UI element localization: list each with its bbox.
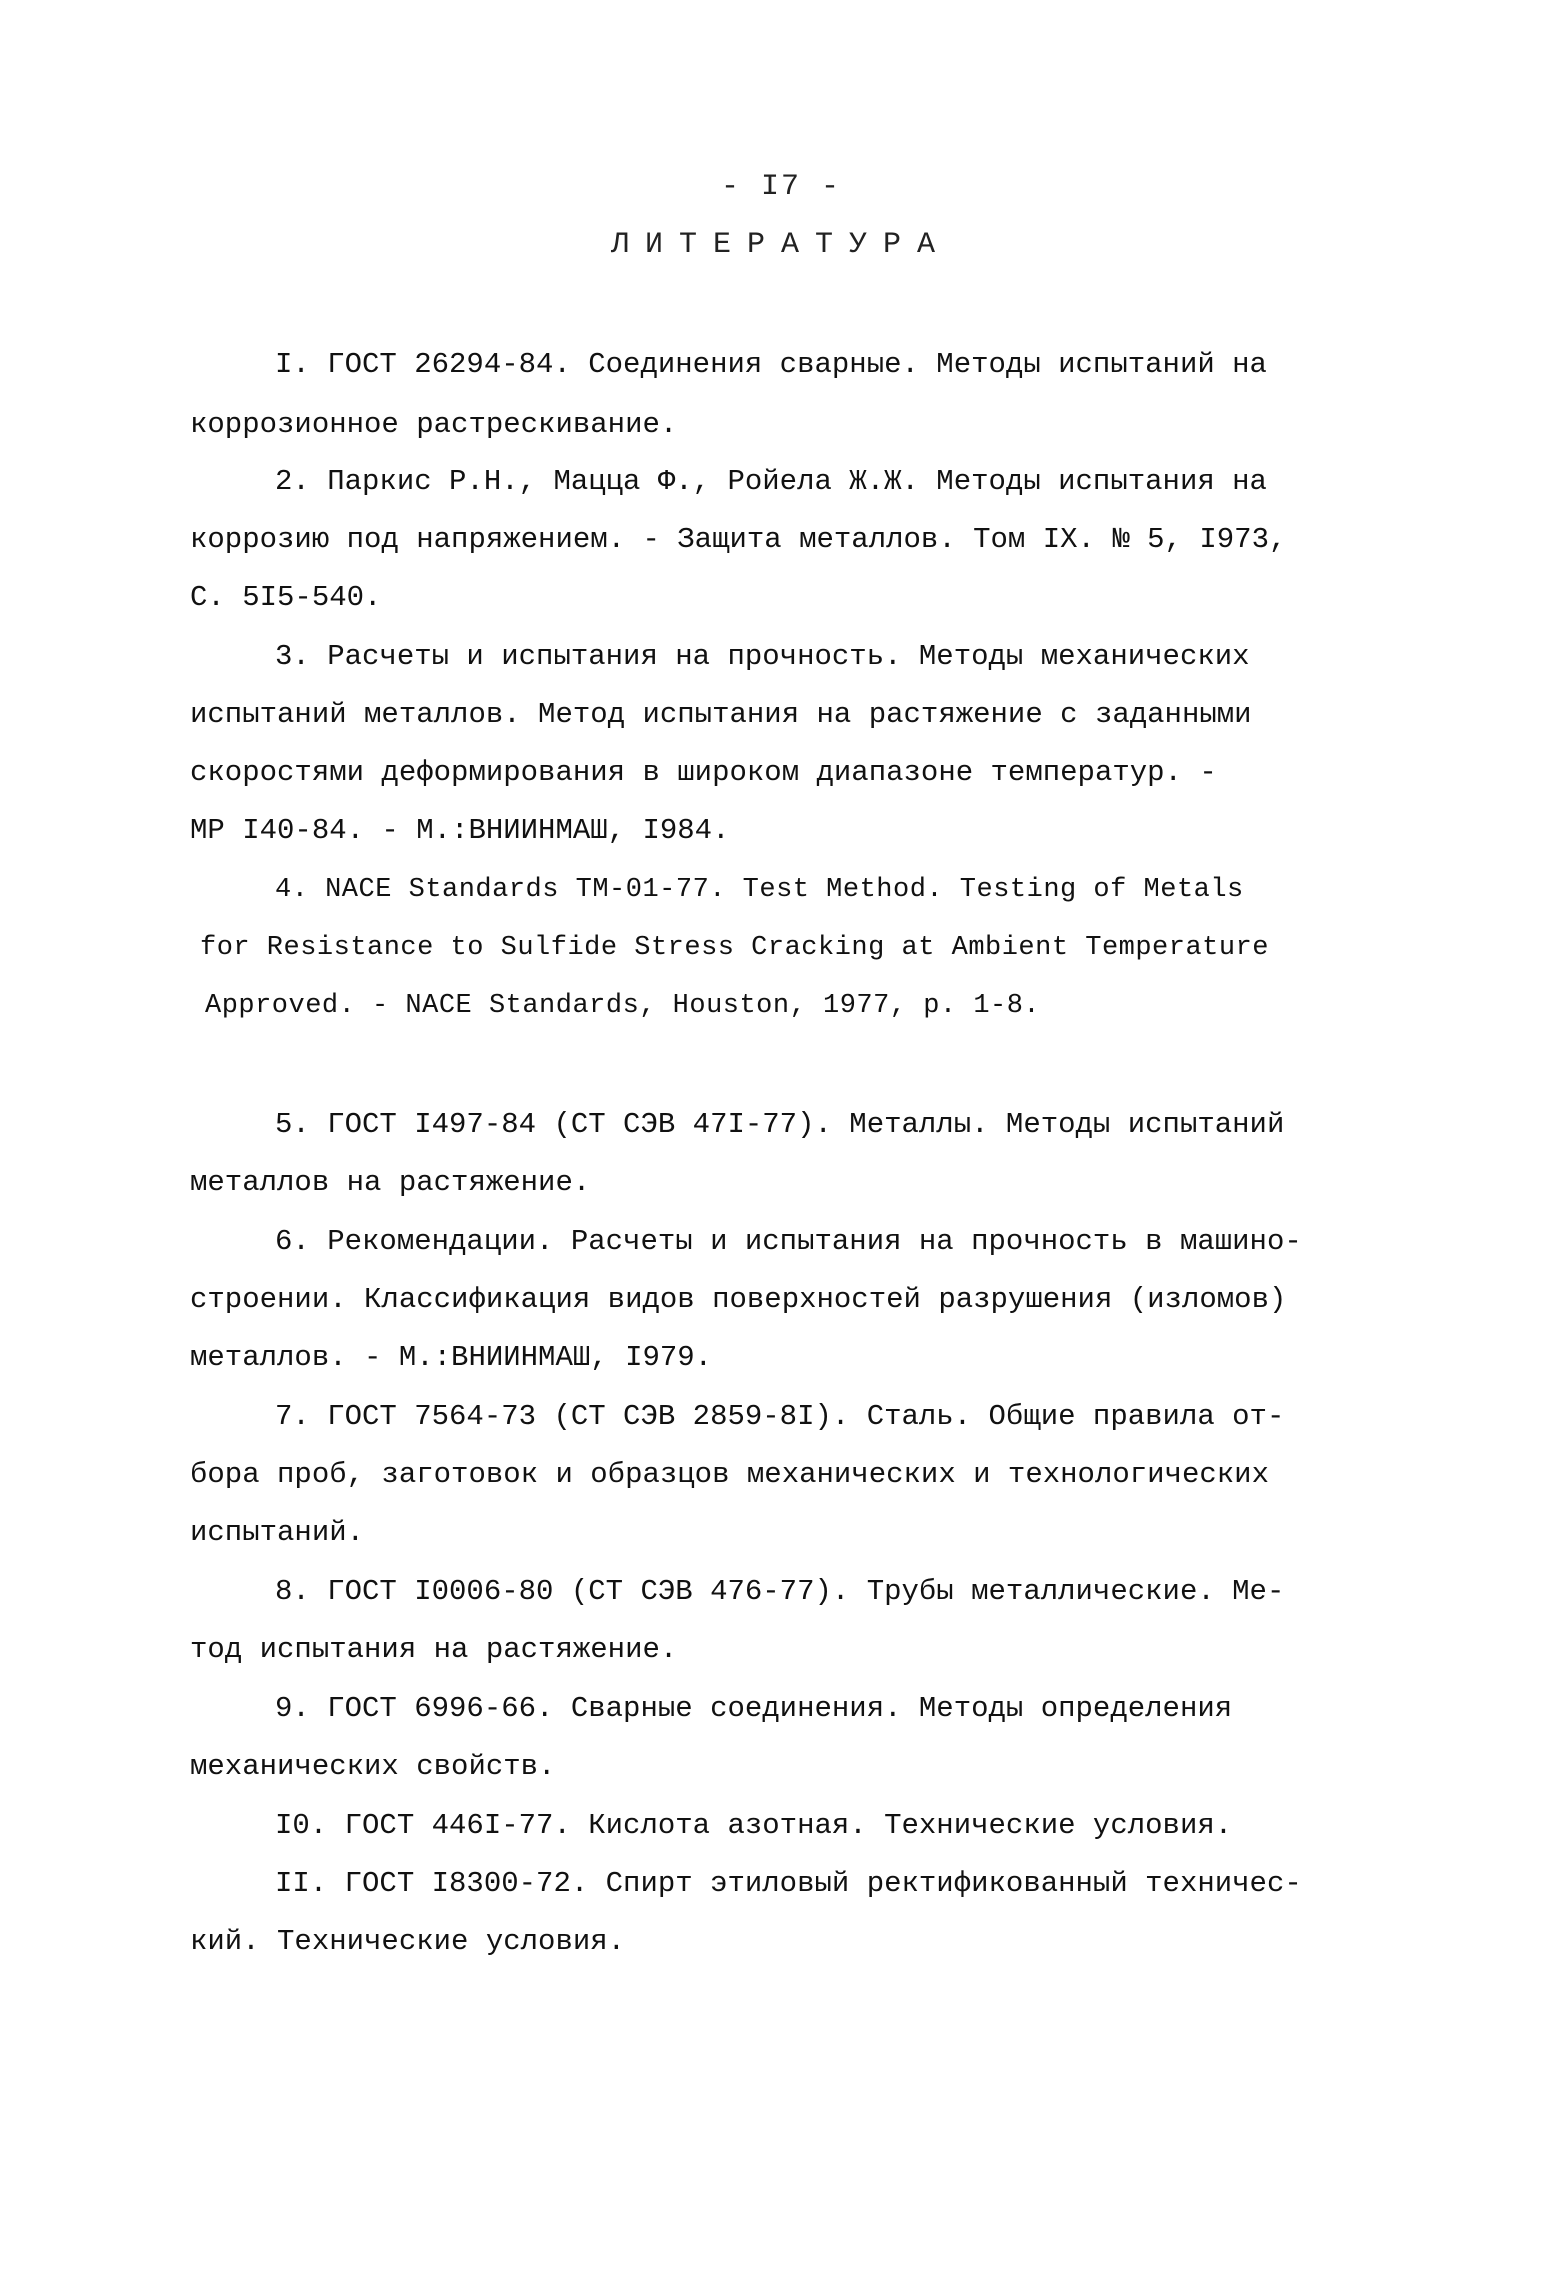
- reference-10-line-1: I0. ГОСТ 446I-77. Кислота азотная. Технические условия.: [275, 1809, 1233, 1842]
- reference-4-line-1: 4. NACE Standards TM-01-77. Test Method. Testing of Metals: [275, 875, 1244, 905]
- reference-5-line-2: металлов на растяжение.: [190, 1166, 591, 1199]
- reference-7-line-3: испытаний.: [190, 1516, 365, 1549]
- reference-11-line-2: кий. Технические условия.: [190, 1925, 626, 1958]
- reference-1-line-2: коррозионное растрескивание.: [190, 408, 678, 441]
- reference-8-line-2: тод испытания на растяжение.: [190, 1633, 678, 1666]
- reference-7-line-1: 7. ГОСТ 7564-73 (СТ СЭВ 2859-8I). Сталь. Общие правила от-: [275, 1400, 1285, 1433]
- reference-4-line-3: Approved. - NACE Standards, Houston, 1977, p. 1-8.: [205, 991, 1041, 1021]
- reference-2-line-2: коррозию под напряжением. - Защита металлов. Том IX. № 5, I973,: [190, 523, 1287, 556]
- reference-3-line-2: испытаний металлов. Метод испытания на растяжение с заданными: [190, 698, 1252, 731]
- reference-11-line-1: II. ГОСТ I8300-72. Спирт этиловый ректификованный техничес-: [275, 1867, 1302, 1900]
- reference-4-line-2: for Resistance to Sulfide Stress Cracking at Ambient Temperature: [200, 933, 1269, 963]
- page-title: ЛИТЕРАТУРА: [610, 228, 952, 262]
- reference-8-line-1: 8. ГОСТ I0006-80 (СТ СЭВ 476-77). Трубы металлические. Ме-: [275, 1575, 1285, 1608]
- reference-3-line-3: скоростями деформирования в широком диапазоне температур. -: [190, 756, 1217, 789]
- reference-3-line-1: 3. Расчеты и испытания на прочность. Методы механических: [275, 640, 1250, 673]
- reference-9-line-1: 9. ГОСТ 6996-66. Сварные соединения. Методы определения: [275, 1692, 1233, 1725]
- reference-7-line-2: бора проб, заготовок и образцов механических и технологических: [190, 1458, 1269, 1491]
- reference-2-line-1: 2. Паркис Р.Н., Мацца Ф., Ройела Ж.Ж. Методы испытания на: [275, 465, 1267, 498]
- reference-9-line-2: механических свойств.: [190, 1750, 556, 1783]
- reference-2-line-3: С. 5I5-540.: [190, 581, 382, 614]
- reference-3-line-4: МР I40-84. - М.:ВНИИНМАШ, I984.: [190, 814, 730, 847]
- reference-6-line-2: строении. Классификация видов поверхностей разрушения (изломов): [190, 1283, 1287, 1316]
- reference-6-line-3: металлов. - М.:ВНИИНМАШ, I979.: [190, 1341, 713, 1374]
- reference-5-line-1: 5. ГОСТ I497-84 (СТ СЭВ 47I-77). Металлы. Методы испытаний: [275, 1108, 1285, 1141]
- reference-6-line-1: 6. Рекомендации. Расчеты и испытания на прочность в машино-: [275, 1225, 1302, 1258]
- reference-1-line-1: I. ГОСТ 26294-84. Соединения сварные. Методы испытаний на: [275, 348, 1267, 381]
- page-number: - I7 -: [720, 170, 842, 204]
